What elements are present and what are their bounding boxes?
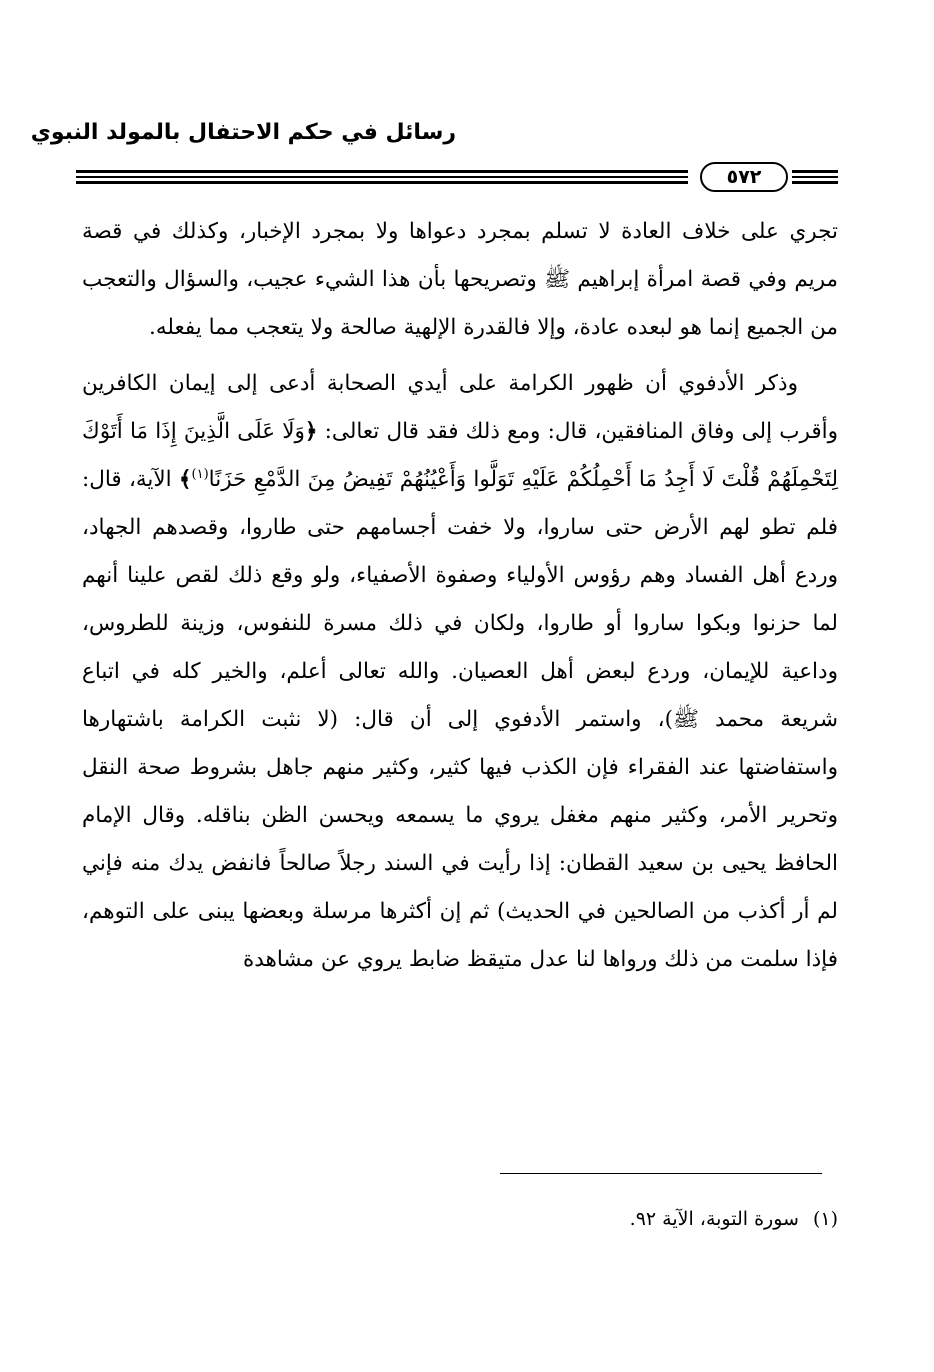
footnote-separator bbox=[500, 1173, 822, 1174]
header-rule bbox=[76, 168, 838, 192]
paragraph-2-rest: الآية، قال: فلم تطو لهم الأرض حتى ساروا، ولا خفت أجسامهم حتى طاروا، وقصدهم الجهاد، وردع أهل الفساد وهم رؤوس الأولياء وصفوة الأصفياء، ولو وقع ذلك لقص علينا أنهم لما حزنوا وبكوا ساروا أو طاروا، ولكان في ذلك مسرة للنفوس، وزينة للطروس، وداعية للإيمان، وردع لبعض أهل العصيان. والله تعالى أعلم، والخير كله في اتباع شريعة محمد ﷺ)، واستمر الأدفوي إلى أن قال: (لا نثبت الكرامة باشتهارها واستفاضتها عند الفقراء فإن الكذب فيها كثير، وكثير منهم جاهل بشروط صحة النقل وتحرير الأمر، وكثير منهم مغفل يروي ما يسمعه ويحسن الظن بناقله. وقال الإمام الحافظ يحيى بن سعيد القطان: إذا رأيت في السند رجلاً صالحاً فانفض يدك منه فإني لم أر أكذب من الصالحين في الحديث) ثم إن أكثرها مرسلة وبعضها يبنى على التوهم، فإذا سلمت من ذلك ورواها لنا عدل متيقظ ضابط يروي عن مشاهدة bbox=[82, 467, 838, 972]
quran-verse: وَلَا عَلَى الَّذِينَ إِذَا مَا أَتَوْكَ لِتَحْمِلَهُمْ قُلْتَ لَا أَجِدُ مَا أَحْمِلُكُمْ عَلَيْهِ تَوَلَّوا وَأَعْيُنُهُمْ تَفِيضُ مِنَ الدَّمْعِ حَزَنًا bbox=[82, 419, 838, 492]
footnote-reference: (١) bbox=[191, 466, 209, 482]
quran-open-bracket: ﴿ bbox=[304, 419, 318, 444]
paragraph-2-intro: وذكر الأدفوي أن ظهور الكرامة على أيدي الصحابة أدعى إلى إيمان الكافرين وأقرب إلى وفاق المنافقين، قال: ومع ذلك فقد قال تعالى: bbox=[82, 371, 838, 444]
quran-close-bracket: ﴾ bbox=[178, 467, 192, 492]
paragraph-1: تجري على خلاف العادة لا تسلم بمجرد دعواها ولا بمجرد الإخبار، وكذلك في قصة مريم وفي قصة امرأة إبراهيم ﷺ وتصريحها بأن هذا الشيء عجيب، والسؤال والتعجب من الجميع إنما هو لبعده عادة، وإلا فالقدرة الإلهية صالحة ولا يتعجب مما يفعله. bbox=[82, 219, 838, 340]
footnote-text: سورة التوبة، الآية ٩٢. bbox=[629, 1208, 799, 1230]
main-text bbox=[82, 208, 838, 984]
page-number: ٥٧٢ bbox=[700, 162, 788, 192]
paragraph-2 bbox=[82, 360, 838, 984]
header-rule-long bbox=[76, 170, 688, 184]
footnote bbox=[300, 1208, 838, 1244]
footnote-number: (١) bbox=[812, 1208, 838, 1230]
header-rule-short bbox=[792, 170, 838, 184]
running-title: رسائل في حكم الاحتفال بالمولد النبوي bbox=[30, 120, 456, 145]
